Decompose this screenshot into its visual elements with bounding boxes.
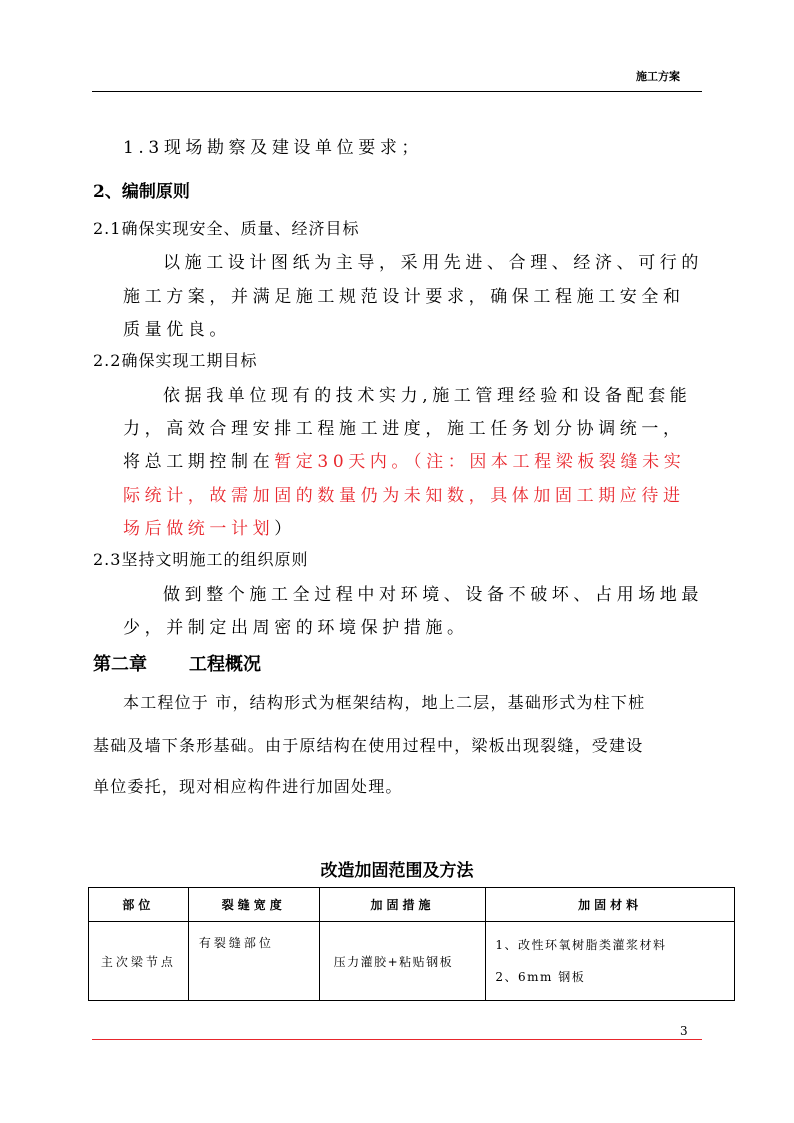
chapter-number: 第二章 [93, 654, 147, 675]
footer-rule [92, 1039, 702, 1040]
cell-location: 主次梁节点 [89, 922, 189, 1001]
section-2-1-line-2: 施工方案，并满足施工规范设计要求，确保工程施工安全和 [123, 287, 685, 307]
chapter-title: 工程概况 [189, 654, 261, 675]
section-2-2-line-1: 依据我单位现有的技术实力,施工管理经验和设备配套能 [163, 386, 692, 406]
schedule-text: 将总工期控制在 [123, 452, 275, 472]
header-location: 部位 [89, 888, 189, 922]
cell-materials [486, 922, 735, 1001]
header-title: 施工方案 [636, 70, 680, 83]
header-method: 加固措施 [319, 888, 486, 922]
schedule-note-end: 场后做统一计划 [123, 519, 275, 539]
section-2-2-line-2: 力，高效合理安排工程施工进度，施工任务划分协调统一， [123, 419, 685, 439]
chapter-2-line-2: 基础及墙下条形基础。由于原结构在使用过程中，梁板出现裂缝，受建设 [93, 736, 644, 755]
schedule-note: 暂定30天内。（注：因本工程梁板裂缝未实 [274, 452, 686, 472]
schedule-note-line-3 [123, 514, 296, 539]
header-crack-width: 裂缝宽度 [188, 888, 319, 922]
header-materials: 加固材料 [486, 888, 735, 922]
section-2-3-title: 2.3坚持文明施工的组织原则 [93, 550, 309, 569]
section-2-1-title: 2.1确保实现安全、质量、经济目标 [93, 219, 360, 238]
chapter-2-heading [93, 650, 261, 676]
table-header-row [89, 888, 735, 922]
schedule-note-line-2: 际统计，故需加固的数量仍为未知数，具体加固工期应待进 [123, 486, 685, 506]
closing-paren: ） [274, 519, 296, 539]
section-2-2-line-3 [123, 447, 685, 472]
section-2-3-line-1: 做到整个施工全过程中对环境、设备不破坏、占用场地最 [163, 585, 703, 605]
page-number: 3 [680, 1024, 688, 1038]
table-row [89, 922, 735, 1001]
material-item: 1、改性环氧树脂类灌浆材料 [495, 938, 667, 952]
section-2-2-title: 2.2确保实现工期目标 [93, 351, 258, 370]
section-2-3-line-2: 少，并制定出周密的环境保护措施。 [123, 618, 469, 638]
cell-crack-width: 有裂缝部位 [188, 922, 319, 1001]
chapter-2-line-3: 单位委托，现对相应构件进行加固处理。 [93, 777, 403, 796]
material-item: 2、6mm 钢板 [495, 970, 586, 984]
section-2-heading: 2、编制原则 [93, 182, 190, 202]
header-rule [92, 91, 702, 92]
section-2-1-line-1: 以施工设计图纸为主导，采用先进、合理、经济、可行的 [163, 253, 703, 273]
reinforcement-table [88, 887, 735, 1001]
section-1-3: 1.3现场勘察及建设单位要求； [123, 138, 424, 158]
table-title: 改造加固范围及方法 [320, 861, 474, 881]
cell-method: 压力灌胶+粘贴钢板 [319, 922, 486, 1001]
chapter-2-line-1: 本工程位于 市，结构形式为框架结构，地上二层，基础形式为柱下桩 [123, 693, 646, 712]
section-2-1-line-3: 质量优良。 [123, 320, 231, 340]
